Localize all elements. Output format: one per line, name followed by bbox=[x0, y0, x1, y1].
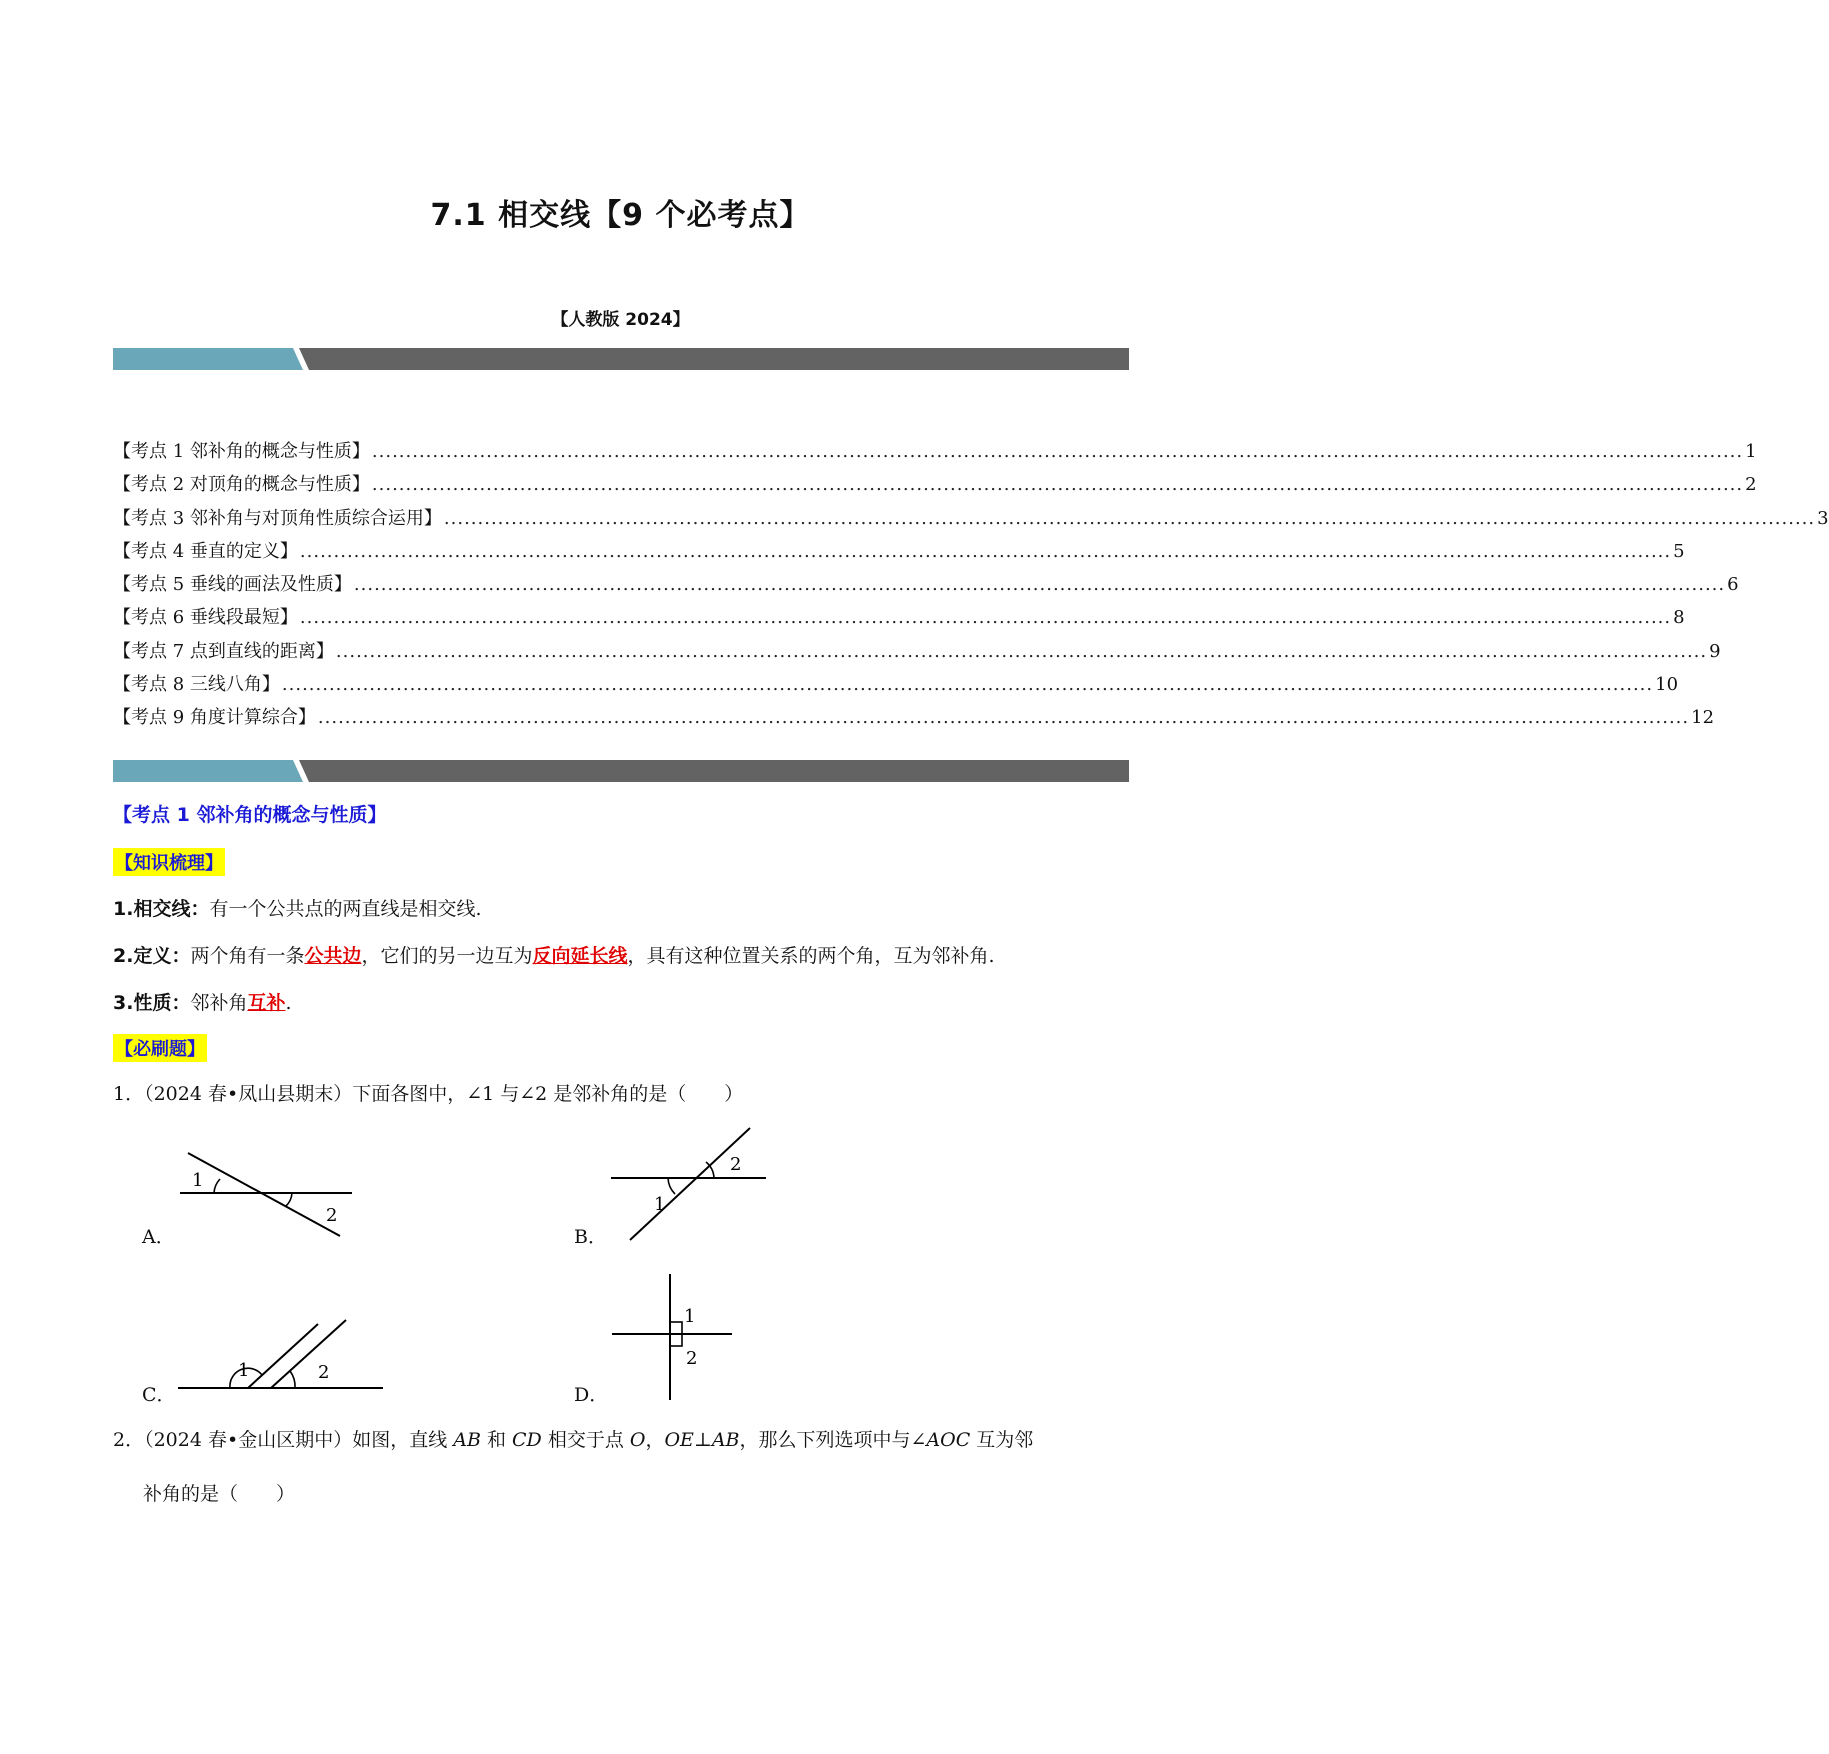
ray-name: OE bbox=[664, 1429, 694, 1451]
point-text: 两个角有一条 bbox=[190, 945, 305, 967]
question-text: 互为邻 bbox=[970, 1429, 1034, 1451]
key-term: 公共边 bbox=[304, 945, 362, 967]
point-label: 1.相交线： bbox=[113, 898, 210, 920]
toc-entry-label: 【考点 6 垂线段最短】 bbox=[113, 607, 298, 629]
decorative-divider-bar bbox=[113, 348, 1129, 370]
toc-entry-label: 【考点 8 三线八角】 bbox=[113, 674, 280, 696]
angle-label-2: 2 bbox=[730, 1154, 742, 1175]
point-label: 3.性质： bbox=[113, 992, 191, 1014]
question-text: ， bbox=[645, 1429, 665, 1451]
key-term: 互补 bbox=[247, 992, 286, 1014]
question-text: 相交于点 bbox=[541, 1429, 630, 1451]
toc-entry-page: 12 bbox=[1691, 707, 1715, 729]
knowledge-tag: 【知识梳理】 bbox=[113, 848, 225, 876]
question-text: 和 bbox=[480, 1429, 513, 1451]
toc-entry-label: 【考点 4 垂直的定义】 bbox=[113, 540, 298, 562]
angle-label-1: 1 bbox=[684, 1306, 696, 1327]
question-number: 2． bbox=[113, 1429, 145, 1451]
practice-tag: 【必刷题】 bbox=[113, 1034, 207, 1062]
option-d-label[interactable]: D． bbox=[574, 1384, 609, 1406]
section-heading: 【考点 1 邻补角的概念与性质】 bbox=[113, 804, 387, 826]
toc-entry-label: 【考点 1 邻补角的概念与性质】 bbox=[113, 441, 370, 462]
toc-entry[interactable] bbox=[113, 601, 1685, 634]
perpendicular-symbol: ⊥ bbox=[693, 1429, 712, 1451]
knowledge-point-1 bbox=[113, 895, 1129, 923]
toc-entry[interactable] bbox=[113, 701, 1715, 734]
angle-label-1: 1 bbox=[654, 1194, 666, 1215]
point-text: 有一个公共点的两直线是相交线. bbox=[209, 898, 482, 920]
question-text: （2024 春•金山区期中）如图，直线 bbox=[144, 1429, 454, 1451]
toc-entry[interactable] bbox=[113, 468, 1757, 501]
toc-entry-label: 【考点 7 点到直线的距离】 bbox=[113, 640, 334, 662]
point-text: ，它们的另一边互为 bbox=[361, 945, 533, 967]
option-b-figure bbox=[608, 1120, 768, 1245]
angle-label-1: 1 bbox=[238, 1360, 250, 1381]
toc-entry[interactable] bbox=[113, 502, 1829, 535]
toc-entry-page: 2 bbox=[1745, 474, 1757, 496]
angle-label-2: 2 bbox=[318, 1362, 330, 1383]
angle-label-1: 1 bbox=[192, 1170, 204, 1191]
angle-name: AOC bbox=[926, 1429, 971, 1451]
toc-leader-dots: ............................................................................................................................................................................................................ bbox=[281, 674, 1654, 696]
toc-leader-dots: ............................................................................................................................................................................................................ bbox=[353, 574, 1726, 596]
toc-entry[interactable] bbox=[113, 668, 1679, 701]
question-2-text-continued: 补角的是（ ） bbox=[143, 1483, 296, 1505]
line-name: AB bbox=[453, 1429, 481, 1451]
toc-entry[interactable] bbox=[113, 535, 1685, 568]
knowledge-point-2 bbox=[113, 942, 1129, 970]
toc-entry-page: 9 bbox=[1709, 640, 1721, 662]
table-of-contents bbox=[113, 435, 1829, 735]
document-title: 7.1 相交线【9 个必考点】 bbox=[430, 198, 811, 233]
option-b-label[interactable]: B． bbox=[574, 1226, 607, 1248]
option-c-label[interactable]: C． bbox=[142, 1384, 176, 1406]
toc-entry[interactable] bbox=[113, 635, 1721, 668]
toc-leader-dots: ............................................................................................................................................................................................................ bbox=[299, 607, 1672, 629]
point-label: 2.定义： bbox=[113, 945, 191, 967]
toc-entry[interactable] bbox=[113, 435, 1757, 468]
decorative-divider-bar bbox=[113, 760, 1129, 782]
toc-leader-dots: ............................................................................................................................................................................................................ bbox=[443, 507, 1816, 529]
toc-entry-label: 【考点 2 对顶角的概念与性质】 bbox=[113, 474, 370, 496]
angle-label-2: 2 bbox=[326, 1205, 338, 1226]
toc-leader-dots: ............................................................................................................................................................................................................ bbox=[371, 441, 1744, 462]
point-text: ，具有这种位置关系的两个角，互为邻补角. bbox=[627, 945, 995, 967]
knowledge-point-3 bbox=[113, 989, 1129, 1017]
toc-entry-page: 5 bbox=[1673, 540, 1685, 562]
toc-entry-page: 6 bbox=[1727, 574, 1739, 596]
toc-leader-dots: ............................................................................................................................................................................................................ bbox=[335, 640, 1708, 662]
toc-leader-dots: ............................................................................................................................................................................................................ bbox=[299, 540, 1672, 562]
toc-entry-page: 3 bbox=[1817, 507, 1829, 529]
point-text: 邻补角 bbox=[190, 992, 248, 1014]
angle-label-2: 2 bbox=[686, 1348, 698, 1369]
option-d-figure bbox=[610, 1272, 735, 1402]
toc-leader-dots: ............................................................................................................................................................................................................ bbox=[317, 707, 1690, 729]
point-text: . bbox=[285, 992, 292, 1014]
key-term: 反向延长线 bbox=[532, 945, 628, 967]
line-name: AB bbox=[711, 1429, 740, 1451]
option-c-figure bbox=[178, 1318, 388, 1398]
toc-leader-dots: ............................................................................................................................................................................................................ bbox=[371, 474, 1744, 496]
toc-entry-page: 8 bbox=[1673, 607, 1685, 629]
question-2-text bbox=[113, 1426, 1129, 1454]
toc-entry-page: 10 bbox=[1655, 674, 1679, 696]
line-name: CD bbox=[512, 1429, 542, 1451]
point-name: O bbox=[629, 1429, 646, 1451]
option-a-figure bbox=[180, 1148, 360, 1243]
toc-entry[interactable] bbox=[113, 568, 1739, 601]
toc-entry-label: 【考点 9 角度计算综合】 bbox=[113, 707, 316, 729]
option-a-label[interactable]: A． bbox=[142, 1226, 175, 1248]
toc-entry-page: 1 bbox=[1745, 441, 1757, 462]
question-text: ，那么下列选项中与∠ bbox=[739, 1429, 927, 1451]
toc-entry-label: 【考点 3 邻补角与对顶角性质综合运用】 bbox=[113, 507, 442, 529]
edition-subtitle: 【人教版 2024】 bbox=[551, 310, 690, 330]
toc-entry-label: 【考点 5 垂线的画法及性质】 bbox=[113, 574, 352, 596]
question-1-text: 1．（2024 春•凤山县期末）下面各图中，∠1 与∠2 是邻补角的是（ ） bbox=[113, 1083, 744, 1105]
